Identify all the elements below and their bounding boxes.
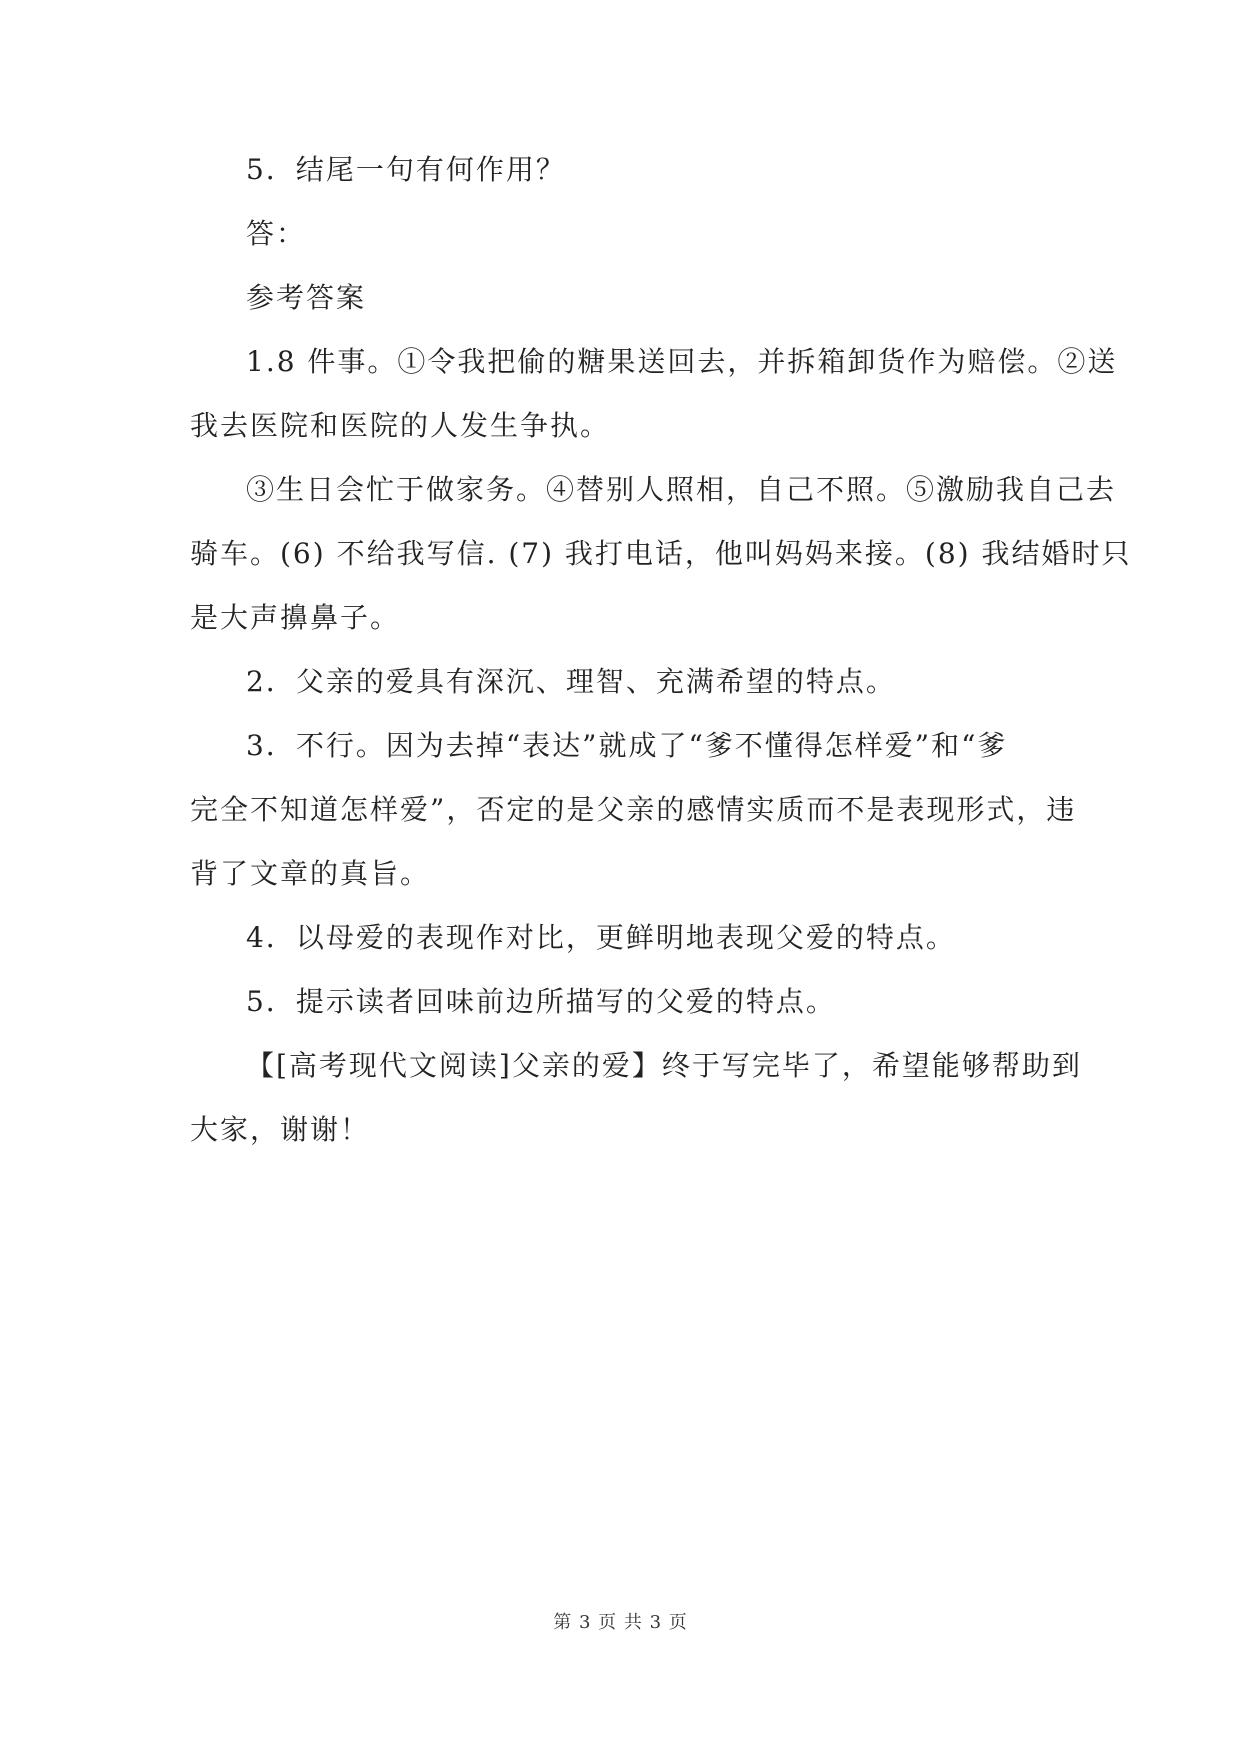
page-footer [0, 1608, 1241, 1634]
answer-1-line-2: 我去医院和医院的人发生争执。 [190, 409, 611, 442]
document-body [190, 138, 1132, 1162]
closing-line-1: 【[高考现代文阅读]父亲的爱】终于写完毕了，希望能够帮助到 [246, 1049, 1082, 1082]
answer-3-line-3: 背了文章的真旨。 [190, 857, 431, 890]
answer-1-continued [190, 458, 1132, 650]
answer-5: 5．提示读者回味前边所描写的父爱的特点。 [246, 985, 836, 1018]
closing-line-2: 大家，谢谢！ [190, 1113, 371, 1146]
answer-3-line-2: 完全不知道怎样爱”，否定的是父亲的感情实质而不是表现形式，违 [190, 793, 1077, 826]
question-5: 5．结尾一句有何作用？ [246, 153, 566, 186]
answer-1-cont-line-2: 骑车。(6) 不给我写信. (7) 我打电话，他叫妈妈来接。(8) 我结婚时只 [190, 537, 1132, 570]
answer-3-line-1: 3．不行。因为去掉“表达”就成了“爹不懂得怎样爱”和“爹 [246, 729, 1008, 762]
answer-1 [190, 330, 1118, 458]
answer-3 [190, 714, 1077, 906]
closing-remark [190, 1034, 1082, 1162]
answer-2: 2．父亲的爱具有深沉、理智、充满希望的特点。 [246, 665, 896, 698]
answer-1-line-1: 1.8 件事。①令我把偷的糖果送回去，并拆箱卸货作为赔偿。②送 [246, 345, 1118, 378]
reference-answers-heading: 参考答案 [246, 281, 367, 314]
answer-4: 4．以母爱的表现作对比，更鲜明地表现父爱的特点。 [246, 921, 956, 954]
answer-1-cont-line-1: ③生日会忙于做家务。④替别人照相，自己不照。⑤激励我自己去 [246, 473, 1117, 506]
answer-label: 答： [246, 217, 307, 250]
page-number: 第 3 页 共 3 页 [553, 1612, 688, 1633]
answer-1-cont-line-3: 是大声擤鼻子。 [190, 601, 401, 634]
